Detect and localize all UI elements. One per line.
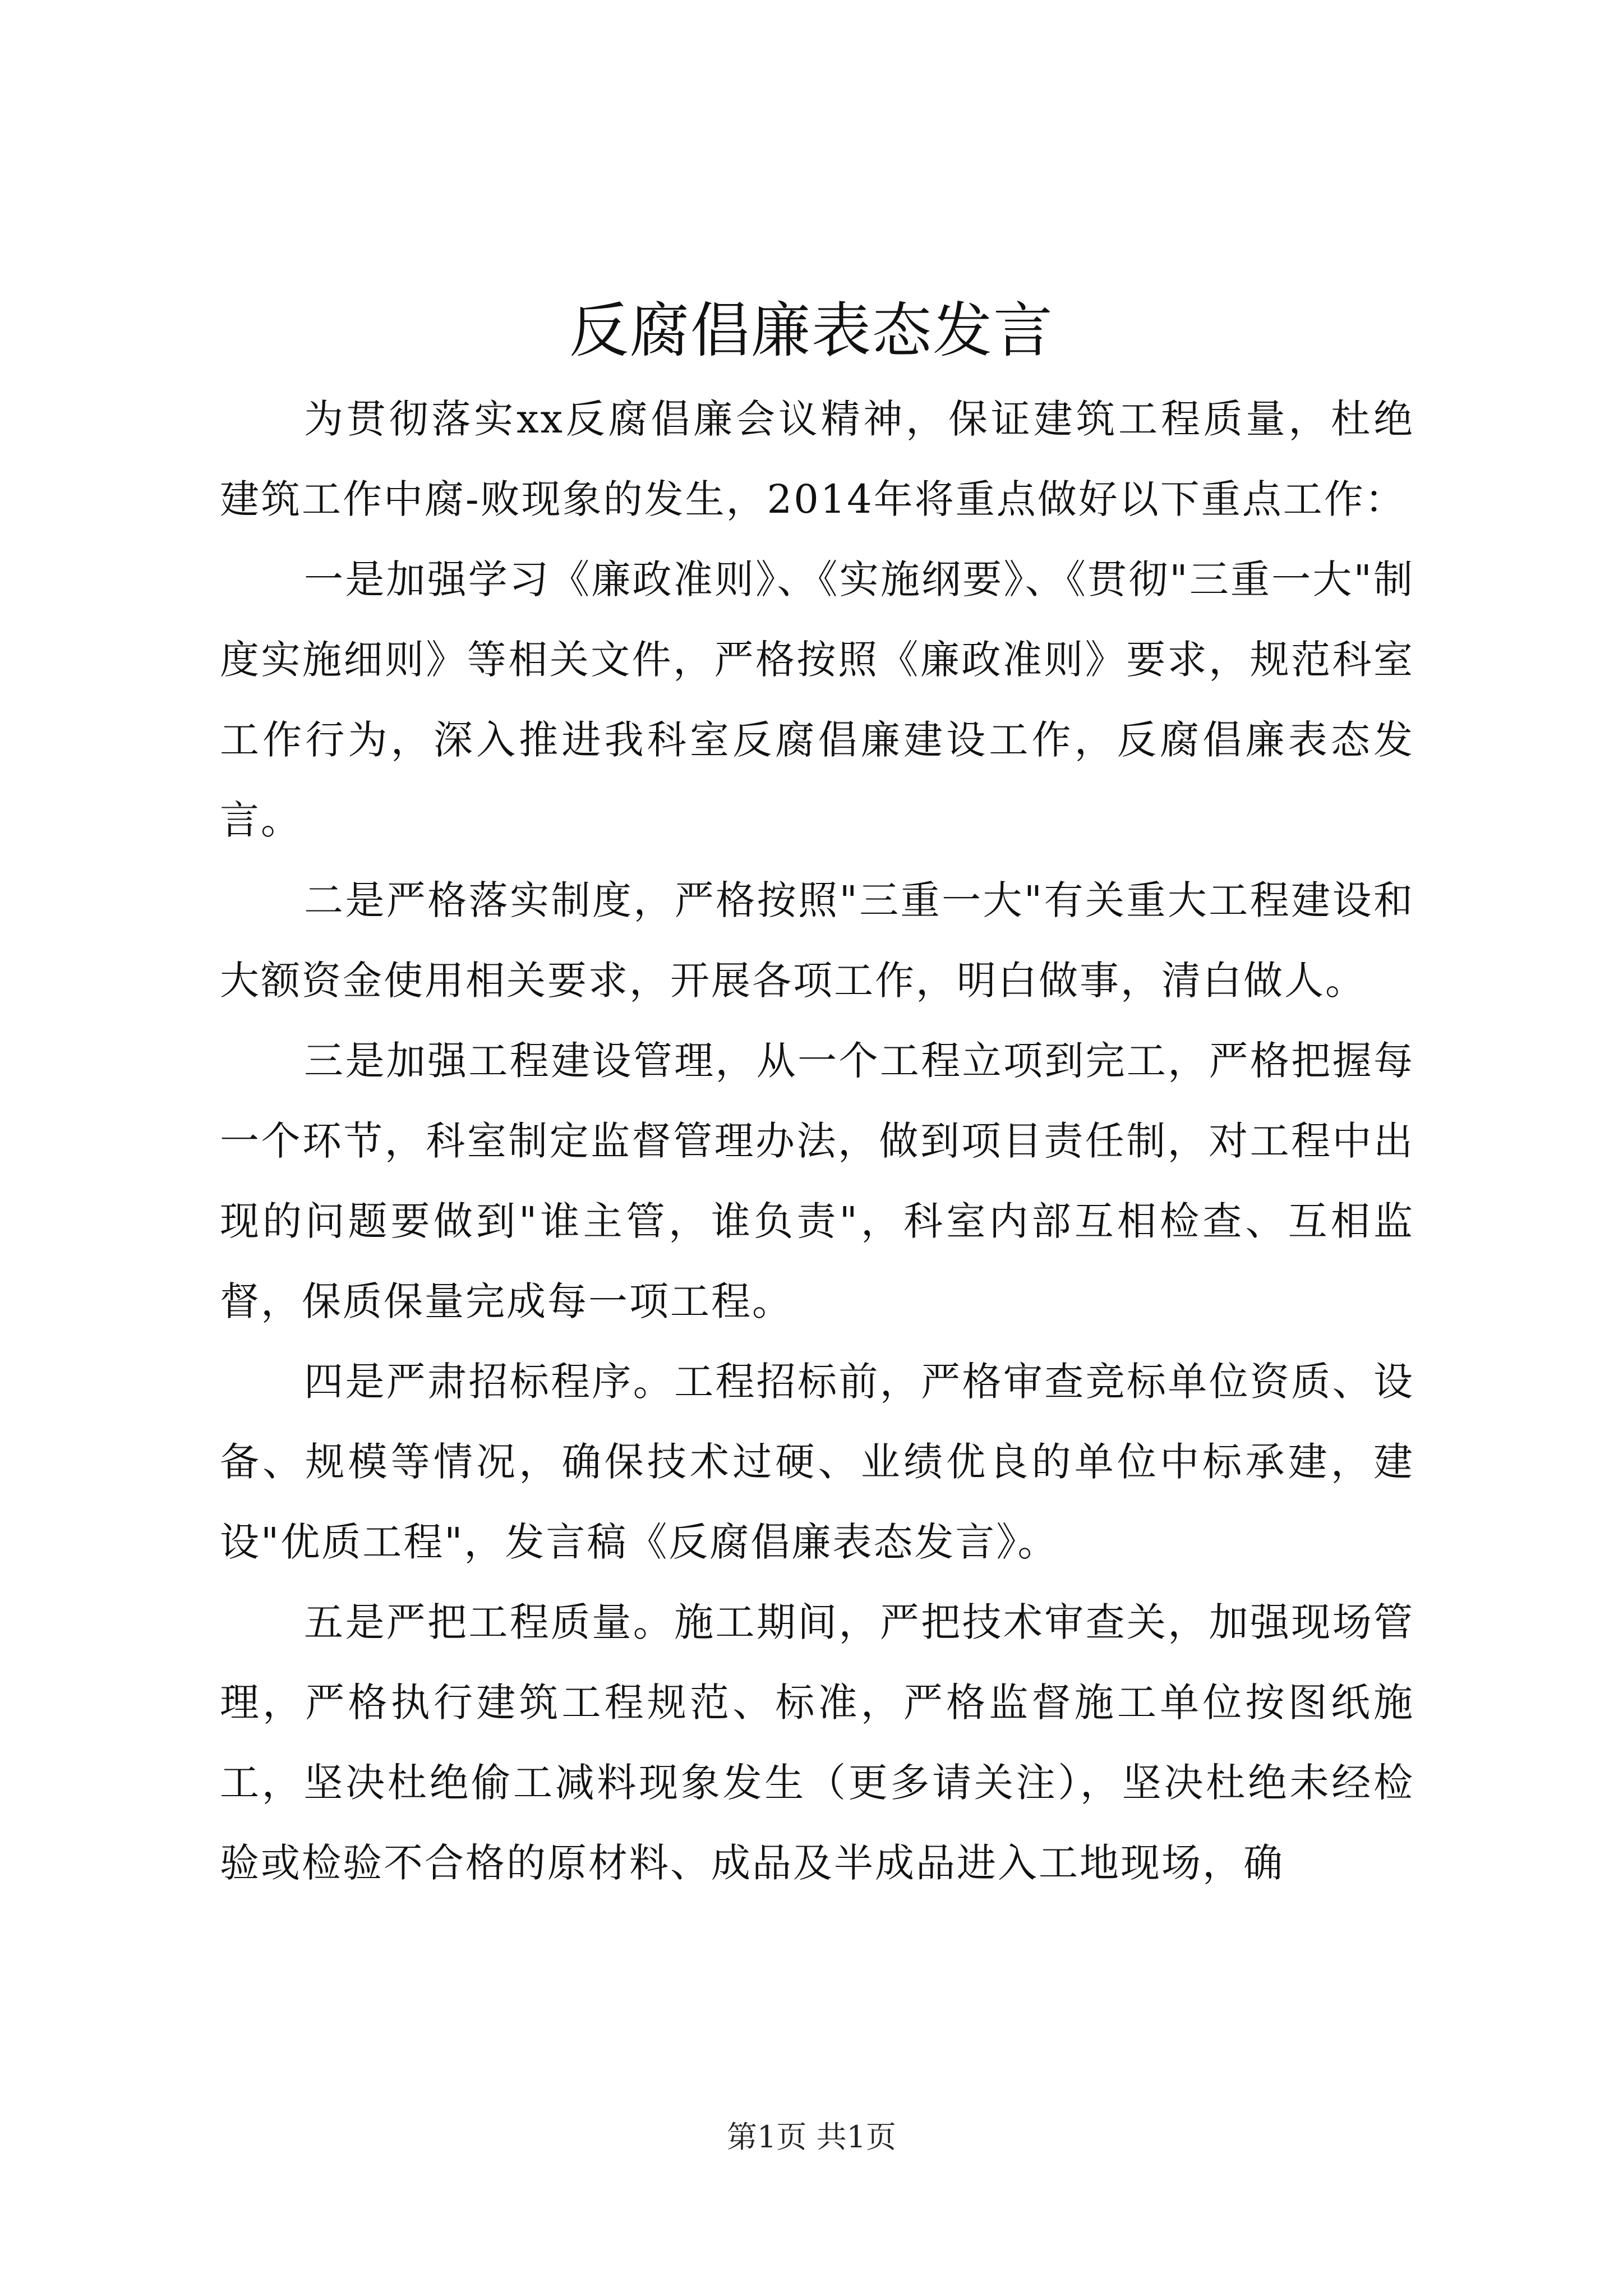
paragraph-point-3: 三是加强工程建设管理，从一个工程立项到完工，严格把握每一个环节，科室制定监督管理办法，做到项目责任制，对工程中出现的问题要做到"谁主管，谁负责"，科室内部互相检查、互相监督，保质保量完成每一项工程。 — [220, 1038, 1414, 1324]
document-title: 反腐倡廉表态发言 — [569, 296, 1054, 365]
paragraph-point-4: 四是严肃招标程序。工程招标前，严格审查竞标单位资质、设备、规模等情况，确保技术过硬、业绩优良的单位中标承建，建设"优质工程"，发言稿《反腐倡廉表态发言》。 — [220, 1359, 1414, 1565]
paragraph-point-5: 五是严把工程质量。施工期间，严把技术审查关，加强现场管理，严格执行建筑工程规范、标准，严格监督施工单位按图纸施工，坚决杜绝偷工减料现象发生（更多请关注），坚决杜绝未经检验或检验不合格的原材料、成品及半成品进入工地现场，确 — [220, 1599, 1414, 1886]
paragraph-intro: 为贯彻落实xx反腐倡廉会议精神，保证建筑工程质量，杜绝建筑工作中腐-败现象的发生，2014年将重点做好以下重点工作： — [220, 396, 1414, 522]
document-body — [220, 379, 1414, 1903]
paragraph-point-2: 二是严格落实制度，严格按照"三重一大"有关重大工程建设和大额资金使用相关要求，开展各项工作，明白做事，清白做人。 — [220, 877, 1414, 1004]
paragraph-point-1: 一是加强学习《廉政准则》、《实施纲要》、《贯彻"三重一大"制度实施细则》等相关文件，严格按照《廉政准则》要求，规范科室工作行为，深入推进我科室反腐倡廉建设工作，反腐倡廉表态发言。 — [220, 556, 1414, 843]
page-footer: 第1页 共1页 — [727, 2119, 896, 2155]
